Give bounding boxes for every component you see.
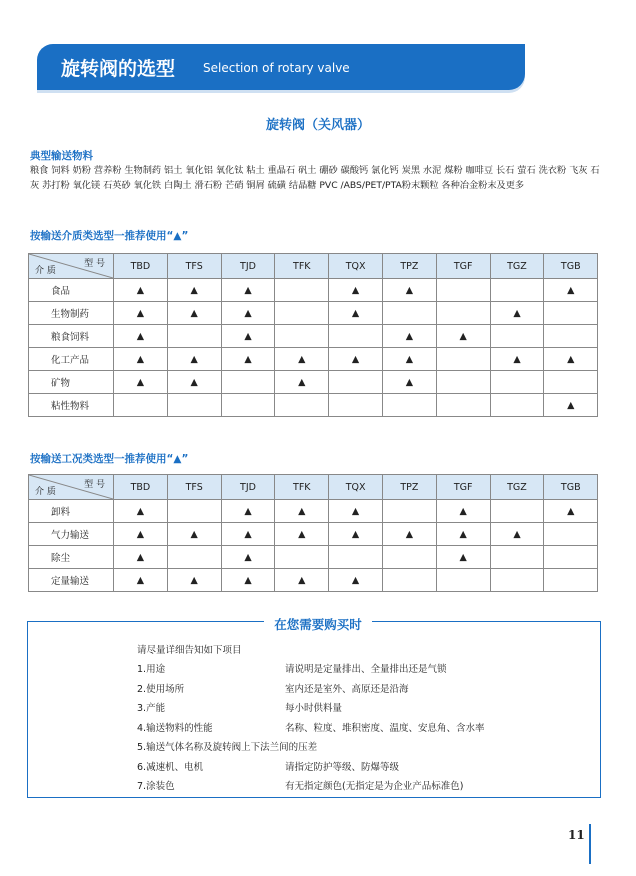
recommend-mark-cell: ▲ bbox=[544, 500, 598, 523]
recommend-mark-cell: ▲ bbox=[329, 523, 383, 546]
page-title: 旋转阀的选型 bbox=[61, 58, 176, 80]
recommend-mark-cell bbox=[382, 500, 436, 523]
purchase-item-desc: 每小时供料量 bbox=[285, 703, 343, 714]
recommend-mark-cell bbox=[436, 279, 490, 302]
recommend-mark-cell: ▲ bbox=[114, 500, 168, 523]
recommend-mark-cell: ▲ bbox=[275, 371, 329, 394]
recommend-mark-cell: ▲ bbox=[544, 394, 598, 417]
table-corner-cell: 型 号 介 质 bbox=[29, 254, 114, 279]
recommend-mark-cell bbox=[490, 500, 544, 523]
medium-table-heading: 按输送介质类选型一推荐使用“▲” bbox=[30, 230, 189, 242]
recommend-mark-cell bbox=[382, 394, 436, 417]
recommend-mark-cell: ▲ bbox=[275, 523, 329, 546]
recommend-mark-cell bbox=[436, 569, 490, 592]
recommend-mark-cell bbox=[544, 523, 598, 546]
page-number-rule bbox=[589, 824, 591, 864]
table-row bbox=[29, 325, 598, 348]
recommend-mark-cell bbox=[382, 302, 436, 325]
model-header-tbd: TBD bbox=[114, 475, 168, 500]
purchase-item-label: 5.输送气体名称及旋转阀上下法兰间的压差 bbox=[137, 742, 318, 753]
purchase-item-label: 3.产能 bbox=[137, 703, 166, 714]
title-banner bbox=[37, 44, 525, 90]
recommend-mark-cell bbox=[329, 546, 383, 569]
row-label: 食品 bbox=[29, 279, 114, 302]
condition-selection-table bbox=[28, 474, 598, 592]
recommend-mark-cell bbox=[544, 325, 598, 348]
model-header-tgb: TGB bbox=[544, 475, 598, 500]
recommend-mark-cell: ▲ bbox=[329, 302, 383, 325]
recommend-mark-cell bbox=[544, 569, 598, 592]
purchase-item-desc: 室内还是室外、高原还是沿海 bbox=[285, 683, 409, 695]
recommend-mark-cell: ▲ bbox=[167, 523, 221, 546]
materials-heading: 典型输送物料 bbox=[30, 150, 93, 162]
table-row bbox=[29, 546, 598, 569]
row-label: 化工产品 bbox=[29, 348, 114, 371]
recommend-mark-cell: ▲ bbox=[221, 546, 275, 569]
recommend-mark-cell: ▲ bbox=[329, 500, 383, 523]
recommend-mark-cell: ▲ bbox=[114, 569, 168, 592]
recommend-mark-cell bbox=[436, 371, 490, 394]
row-label: 矿物 bbox=[29, 371, 114, 394]
recommend-mark-cell bbox=[329, 371, 383, 394]
table-row bbox=[29, 500, 598, 523]
recommend-mark-cell bbox=[221, 371, 275, 394]
recommend-mark-cell bbox=[382, 546, 436, 569]
recommend-mark-cell: ▲ bbox=[382, 348, 436, 371]
purchase-item-label: 1.用途 bbox=[137, 664, 166, 675]
model-header-tfs: TFS bbox=[167, 254, 221, 279]
recommend-mark-cell bbox=[490, 569, 544, 592]
recommend-mark-cell bbox=[275, 279, 329, 302]
recommend-mark-cell: ▲ bbox=[114, 348, 168, 371]
recommend-mark-cell bbox=[544, 302, 598, 325]
table-header-row bbox=[29, 254, 598, 279]
purchase-item-desc: 有无指定颜色(无指定是为企业产品标准色) bbox=[285, 781, 464, 792]
recommend-mark-cell: ▲ bbox=[382, 279, 436, 302]
purchase-item-label: 6.减速机、电机 bbox=[137, 761, 204, 773]
row-label: 粘性物料 bbox=[29, 394, 114, 417]
purchase-item-label: 7.涂装色 bbox=[137, 781, 175, 792]
recommend-mark-cell bbox=[490, 394, 544, 417]
model-header-tgz: TGZ bbox=[490, 254, 544, 279]
recommend-mark-cell: ▲ bbox=[544, 348, 598, 371]
model-header-tpz: TPZ bbox=[382, 475, 436, 500]
recommend-mark-cell bbox=[114, 394, 168, 417]
recommend-mark-cell: ▲ bbox=[275, 569, 329, 592]
recommend-mark-cell: ▲ bbox=[382, 371, 436, 394]
recommend-mark-cell: ▲ bbox=[167, 569, 221, 592]
table-row bbox=[29, 394, 598, 417]
recommend-mark-cell: ▲ bbox=[114, 371, 168, 394]
purchase-item-desc: 名称、粒度、堆积密度、温度、安息角、含水率 bbox=[285, 722, 485, 734]
recommend-mark-cell bbox=[167, 394, 221, 417]
model-header-tfk: TFK bbox=[275, 254, 329, 279]
model-header-tjd: TJD bbox=[221, 475, 275, 500]
purchase-heading: 在您需要购买时 bbox=[0, 614, 636, 633]
row-label: 粮食饲料 bbox=[29, 325, 114, 348]
table-row bbox=[29, 371, 598, 394]
recommend-mark-cell: ▲ bbox=[221, 279, 275, 302]
table-row bbox=[29, 302, 598, 325]
recommend-mark-cell: ▲ bbox=[329, 569, 383, 592]
recommend-mark-cell: ▲ bbox=[436, 500, 490, 523]
model-header-tgb: TGB bbox=[544, 254, 598, 279]
recommend-mark-cell bbox=[436, 302, 490, 325]
recommend-mark-cell bbox=[221, 394, 275, 417]
recommend-mark-cell: ▲ bbox=[114, 302, 168, 325]
table-row bbox=[29, 523, 598, 546]
recommend-mark-cell bbox=[275, 325, 329, 348]
medium-selection-table bbox=[28, 253, 598, 417]
purchase-item-desc: 请指定防护等级、防爆等级 bbox=[285, 761, 400, 773]
recommend-mark-cell: ▲ bbox=[221, 302, 275, 325]
recommend-mark-cell: ▲ bbox=[436, 546, 490, 569]
recommend-mark-cell bbox=[167, 546, 221, 569]
page-number: 11 bbox=[568, 828, 585, 842]
recommend-mark-cell: ▲ bbox=[382, 325, 436, 348]
model-header-tpz: TPZ bbox=[382, 254, 436, 279]
table-row bbox=[29, 569, 598, 592]
recommend-mark-cell: ▲ bbox=[221, 348, 275, 371]
recommend-mark-cell: ▲ bbox=[221, 500, 275, 523]
condition-table-heading: 按输送工况类选型一推荐使用“▲” bbox=[30, 453, 189, 465]
table-corner-cell: 型 号 介 质 bbox=[29, 475, 114, 500]
recommend-mark-cell bbox=[490, 325, 544, 348]
recommend-mark-cell: ▲ bbox=[329, 348, 383, 371]
recommend-mark-cell bbox=[167, 500, 221, 523]
table-header-row bbox=[29, 475, 598, 500]
recommend-mark-cell bbox=[329, 394, 383, 417]
recommend-mark-cell bbox=[490, 371, 544, 394]
recommend-mark-cell: ▲ bbox=[167, 302, 221, 325]
recommend-mark-cell: ▲ bbox=[436, 523, 490, 546]
recommend-mark-cell: ▲ bbox=[329, 279, 383, 302]
recommend-mark-cell: ▲ bbox=[490, 302, 544, 325]
recommend-mark-cell bbox=[329, 325, 383, 348]
recommend-mark-cell: ▲ bbox=[114, 546, 168, 569]
model-header-tgf: TGF bbox=[436, 475, 490, 500]
recommend-mark-cell bbox=[490, 279, 544, 302]
section-subtitle: 旋转阀（关风器） bbox=[265, 118, 370, 133]
recommend-mark-cell bbox=[490, 546, 544, 569]
row-label: 卸料 bbox=[29, 500, 114, 523]
recommend-mark-cell bbox=[544, 546, 598, 569]
materials-list: 粮食 饲料 奶粉 营养粉 生物制药 铝土 氧化铝 氧化钛 粘土 重晶石 矾土 硼砂 碳酸钙 氯化钙 炭黑 水泥 煤粉 咖啡豆 长石 萤石 洗衣粉 飞灰 石灰 苏打粉 氧化镁 石英砂 氧化铁 白陶土 滑石粉 芒硝 铜屑 硫磺 结晶糖 PVC /ABS/PET/PTA粉末颗粒 各种冶金粉末及更多 bbox=[30, 165, 600, 191]
recommend-mark-cell: ▲ bbox=[275, 348, 329, 371]
table-row bbox=[29, 348, 598, 371]
model-header-tqx: TQX bbox=[329, 475, 383, 500]
purchase-intro: 请尽量详细告知如下项目 bbox=[137, 645, 242, 656]
recommend-mark-cell: ▲ bbox=[167, 348, 221, 371]
recommend-mark-cell bbox=[275, 394, 329, 417]
model-header-tgf: TGF bbox=[436, 254, 490, 279]
purchase-item-label: 4.输送物料的性能 bbox=[137, 722, 213, 734]
model-header-tgz: TGZ bbox=[490, 475, 544, 500]
row-label: 除尘 bbox=[29, 546, 114, 569]
recommend-mark-cell: ▲ bbox=[114, 325, 168, 348]
recommend-mark-cell bbox=[275, 546, 329, 569]
recommend-mark-cell: ▲ bbox=[436, 325, 490, 348]
recommend-mark-cell bbox=[436, 394, 490, 417]
recommend-mark-cell: ▲ bbox=[221, 569, 275, 592]
recommend-mark-cell: ▲ bbox=[114, 279, 168, 302]
row-label: 生物制药 bbox=[29, 302, 114, 325]
recommend-mark-cell bbox=[436, 348, 490, 371]
recommend-mark-cell bbox=[275, 302, 329, 325]
recommend-mark-cell: ▲ bbox=[490, 523, 544, 546]
model-header-tfs: TFS bbox=[167, 475, 221, 500]
recommend-mark-cell: ▲ bbox=[167, 371, 221, 394]
recommend-mark-cell: ▲ bbox=[114, 523, 168, 546]
table-row bbox=[29, 279, 598, 302]
row-label: 定量输送 bbox=[29, 569, 114, 592]
model-header-tqx: TQX bbox=[329, 254, 383, 279]
recommend-mark-cell: ▲ bbox=[221, 523, 275, 546]
recommend-mark-cell bbox=[544, 371, 598, 394]
recommend-mark-cell bbox=[382, 569, 436, 592]
recommend-mark-cell: ▲ bbox=[544, 279, 598, 302]
recommend-mark-cell: ▲ bbox=[167, 279, 221, 302]
recommend-mark-cell: ▲ bbox=[221, 325, 275, 348]
purchase-item-desc: 请说明是定量排出、全量排出还是气锁 bbox=[285, 664, 447, 675]
recommend-mark-cell bbox=[167, 325, 221, 348]
recommend-mark-cell: ▲ bbox=[382, 523, 436, 546]
model-header-tjd: TJD bbox=[221, 254, 275, 279]
purchase-item-label: 2.使用场所 bbox=[137, 683, 185, 695]
page-title-english: Selection of rotary valve bbox=[203, 61, 350, 75]
recommend-mark-cell: ▲ bbox=[490, 348, 544, 371]
model-header-tfk: TFK bbox=[275, 475, 329, 500]
model-header-tbd: TBD bbox=[114, 254, 168, 279]
row-label: 气力输送 bbox=[29, 523, 114, 546]
recommend-mark-cell: ▲ bbox=[275, 500, 329, 523]
